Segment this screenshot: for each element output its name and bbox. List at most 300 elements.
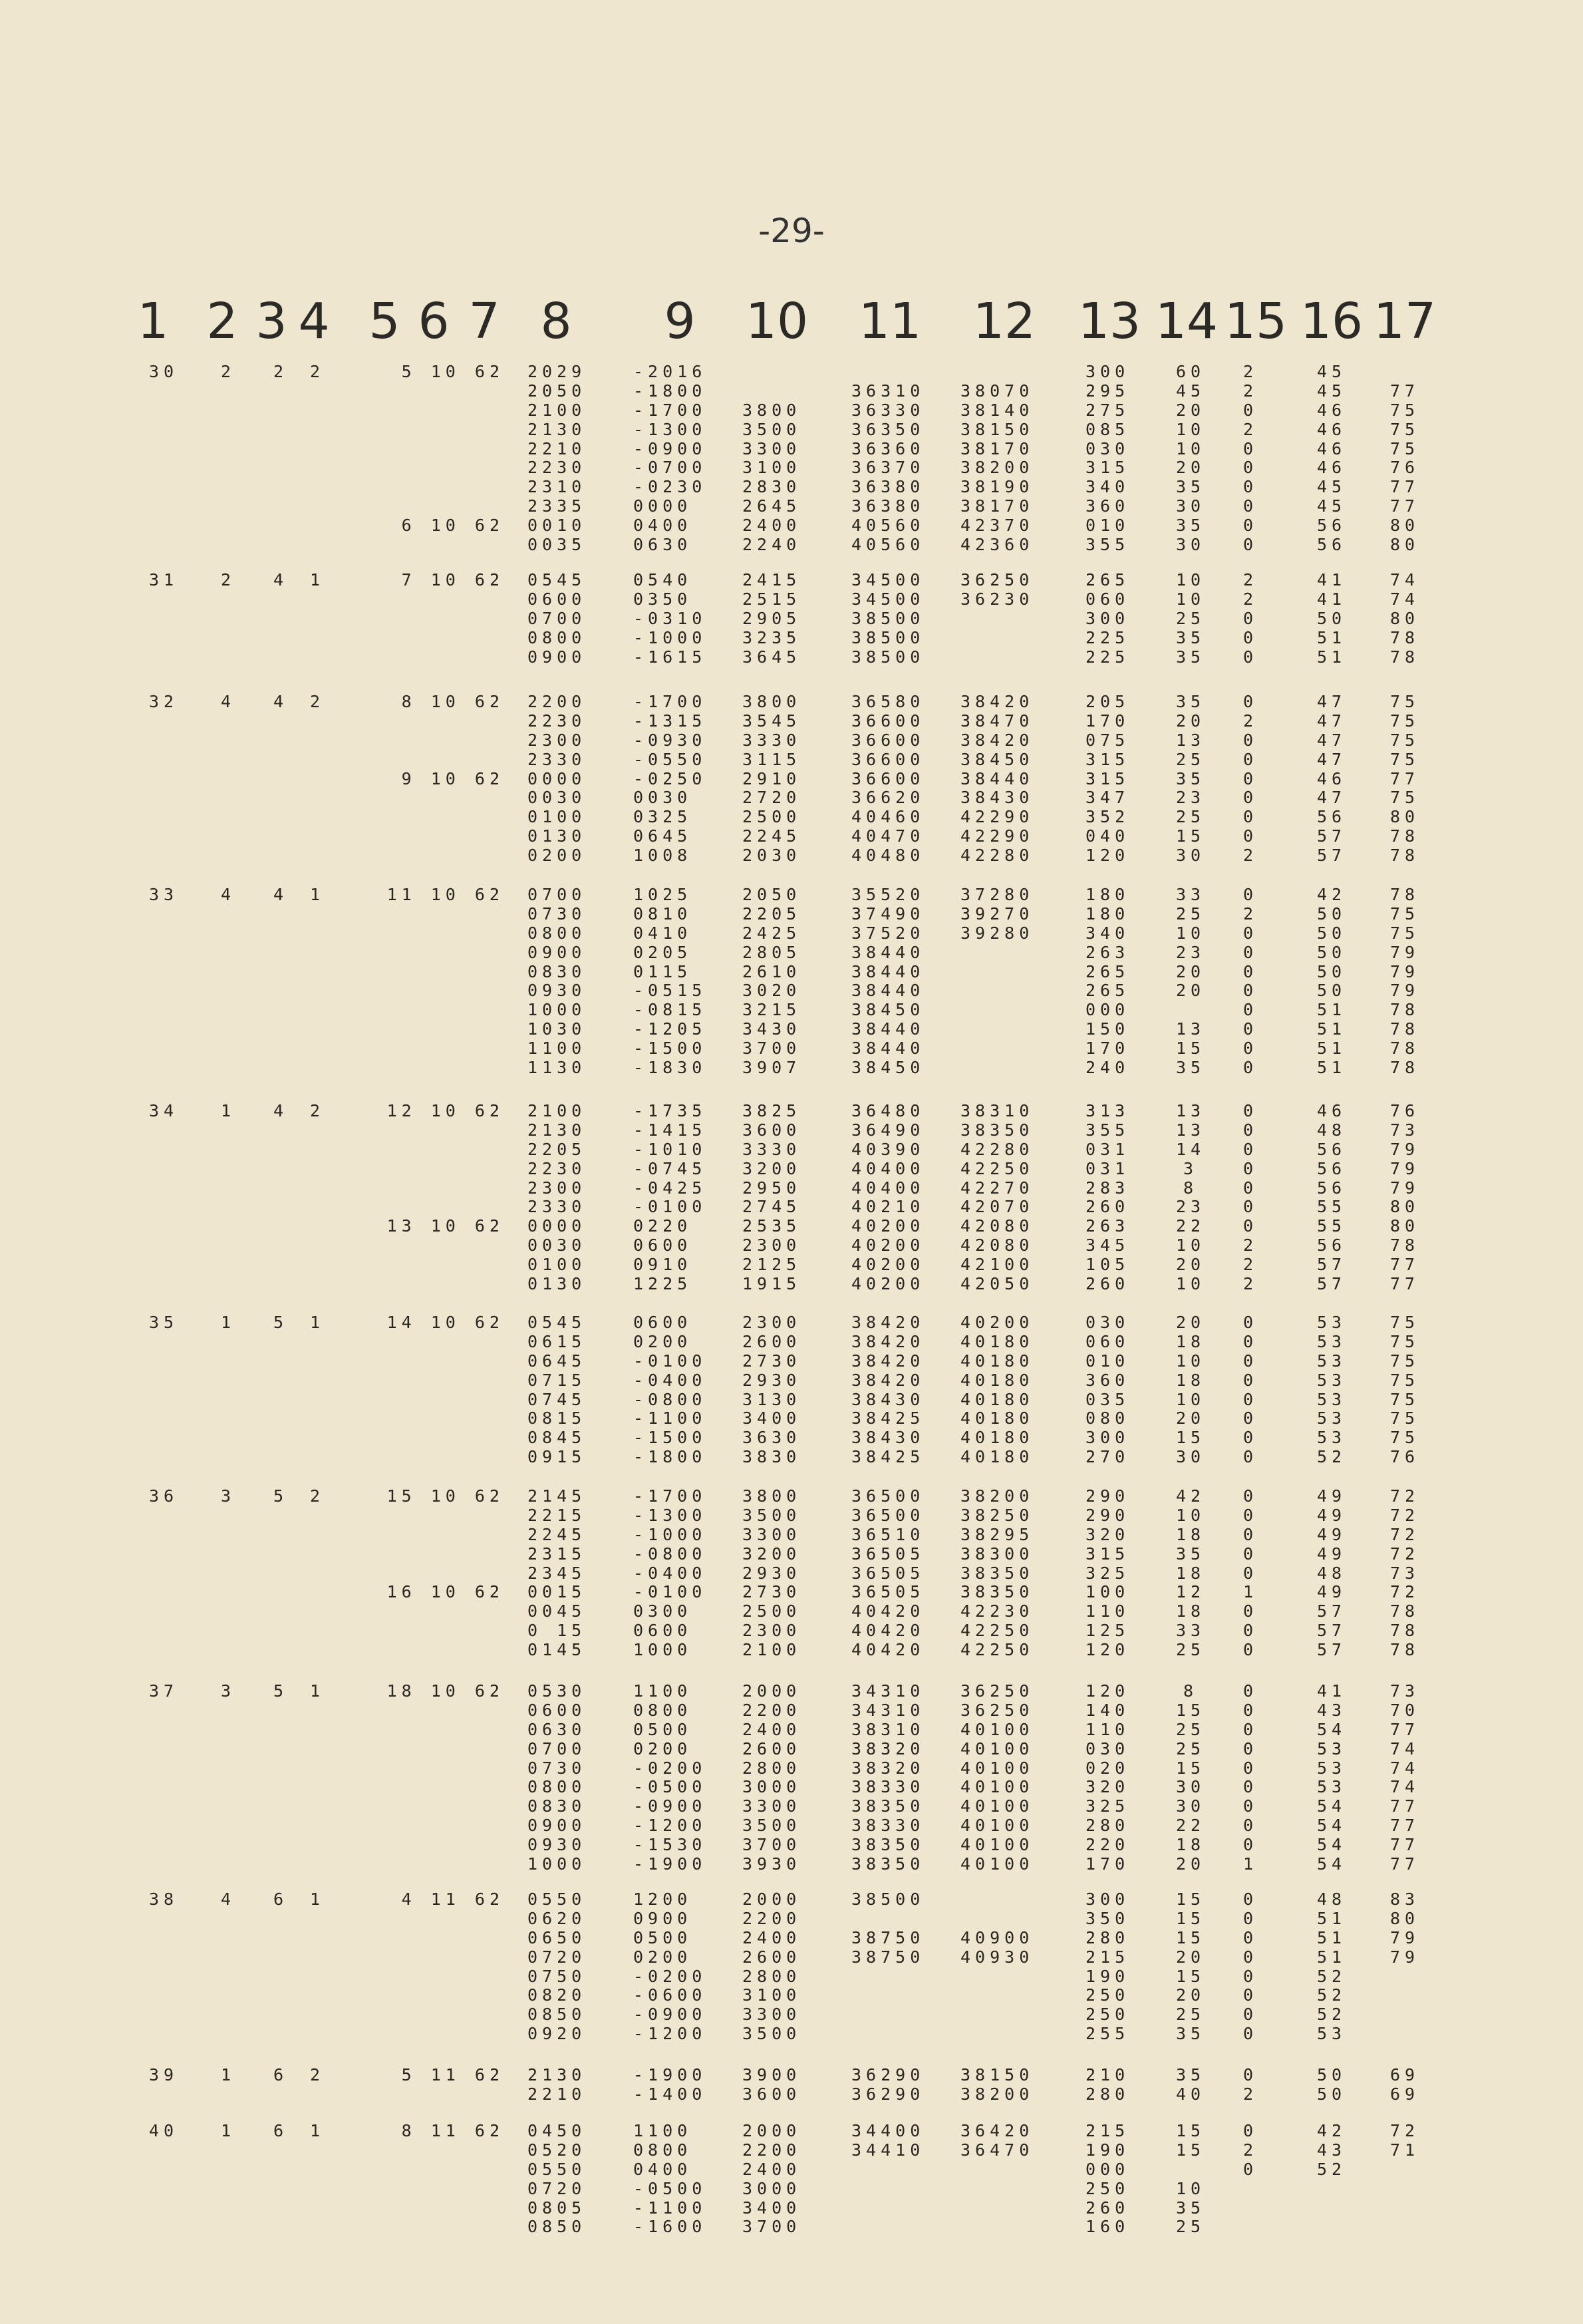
cell-c12: 42080 bbox=[960, 1236, 1034, 1255]
cell-c9: -0200 bbox=[633, 1758, 707, 1778]
cell-c16: 53 bbox=[1317, 1777, 1347, 1797]
cell-c13: 315 bbox=[1085, 1544, 1130, 1564]
cell-c14: 13 bbox=[1175, 1101, 1206, 1120]
cell-c9: -0700 bbox=[633, 458, 707, 478]
table-row bbox=[0, 401, 1583, 420]
cell-c12: 38430 bbox=[960, 788, 1034, 808]
table-row bbox=[0, 478, 1583, 497]
table-row bbox=[0, 1721, 1583, 1740]
cell-c10: 3400 bbox=[742, 2198, 801, 2218]
cell-c11: 38500 bbox=[851, 1890, 925, 1909]
table-row bbox=[0, 1371, 1583, 1391]
cell-c10: 2720 bbox=[742, 788, 801, 808]
cell-c17: 79 bbox=[1390, 942, 1420, 962]
cell-c12: 38295 bbox=[960, 1524, 1034, 1544]
cell-c12: 38450 bbox=[960, 749, 1034, 769]
cell-c16: 53 bbox=[1317, 1331, 1347, 1351]
cell-time: 2130 bbox=[527, 1120, 587, 1140]
cell-c9: 0350 bbox=[633, 589, 692, 609]
cell-c12: 40200 bbox=[960, 1313, 1034, 1332]
cell-c17: 80 bbox=[1390, 516, 1420, 536]
col-header: 8 bbox=[540, 293, 572, 350]
cell-c2: 3 bbox=[220, 1486, 236, 1506]
cell-c12: 38150 bbox=[960, 2065, 1034, 2084]
cell-c13: 120 bbox=[1085, 846, 1130, 866]
cell-c12: 40180 bbox=[960, 1331, 1034, 1351]
cell-c17: 79 bbox=[1390, 961, 1420, 981]
cell-c17: 74 bbox=[1390, 1777, 1420, 1797]
cell-c15: 0 bbox=[1242, 1563, 1258, 1583]
cell-c15: 0 bbox=[1242, 1835, 1258, 1855]
cell-id: 38 bbox=[148, 1890, 179, 1909]
cell-c13: 075 bbox=[1085, 730, 1130, 750]
cell-c15: 2 bbox=[1242, 904, 1258, 923]
cell-time: 0700 bbox=[527, 1739, 587, 1758]
cell-c11: 38310 bbox=[851, 1719, 925, 1739]
cell-c16: 54 bbox=[1317, 1719, 1347, 1739]
cell-c11: 38320 bbox=[851, 1758, 925, 1778]
cell-c10: 3100 bbox=[742, 458, 801, 478]
cell-c10: 3500 bbox=[742, 419, 801, 439]
cell-c15: 0 bbox=[1242, 400, 1258, 420]
cell-c10: 3500 bbox=[742, 1816, 801, 1836]
cell-c14: 33 bbox=[1175, 885, 1206, 904]
table-row bbox=[0, 1740, 1583, 1759]
cell-time: 2210 bbox=[527, 2084, 587, 2104]
cell-time: 0700 bbox=[527, 885, 587, 904]
cell-c13: 085 bbox=[1085, 419, 1130, 439]
cell-c10: 3500 bbox=[742, 1505, 801, 1525]
cell-c15: 0 bbox=[1242, 1101, 1258, 1120]
cell-time: 0650 bbox=[527, 1927, 587, 1947]
cell-c17: 77 bbox=[1390, 1255, 1420, 1275]
cell-c12: 42080 bbox=[960, 1216, 1034, 1236]
cell-c16: 56 bbox=[1317, 535, 1347, 555]
cell-c12: 42290 bbox=[960, 826, 1034, 846]
cell-c11: 36350 bbox=[851, 419, 925, 439]
cell-c12: 38440 bbox=[960, 768, 1034, 788]
cell-c14: 10 bbox=[1175, 1505, 1206, 1525]
cell-c11: 36500 bbox=[851, 1505, 925, 1525]
cell-time: 0730 bbox=[527, 1758, 587, 1778]
cell-c10: 3430 bbox=[742, 1019, 801, 1039]
cell-c9: -0900 bbox=[633, 438, 707, 458]
cell-c13: 140 bbox=[1085, 1700, 1130, 1720]
cell-c2: 2 bbox=[220, 570, 236, 589]
cell-c15: 0 bbox=[1242, 1331, 1258, 1351]
cell-c15: 2 bbox=[1242, 1274, 1258, 1294]
cell-c11: 38420 bbox=[851, 1370, 925, 1390]
cell-c9: -0550 bbox=[633, 749, 707, 769]
cell-c9: 0115 bbox=[633, 961, 692, 981]
cell-c12: 40100 bbox=[960, 1816, 1034, 1836]
cell-c13: 300 bbox=[1085, 362, 1130, 381]
cell-c16: 56 bbox=[1317, 1158, 1347, 1178]
table-row bbox=[0, 363, 1583, 382]
cell-time: 0805 bbox=[527, 2198, 587, 2218]
cell-c13: 360 bbox=[1085, 496, 1130, 516]
cell-c17: 75 bbox=[1390, 692, 1420, 711]
cell-c16: 52 bbox=[1317, 1966, 1347, 1986]
cell-c16: 47 bbox=[1317, 692, 1347, 711]
cell-c10: 2800 bbox=[742, 1966, 801, 1986]
cell-c16: 50 bbox=[1317, 608, 1347, 628]
table-row bbox=[0, 420, 1583, 440]
cell-date: 16 10 62 bbox=[386, 1582, 504, 1602]
table-row bbox=[0, 1102, 1583, 1121]
cell-c10: 2300 bbox=[742, 1621, 801, 1641]
cell-c15: 0 bbox=[1242, 1389, 1258, 1409]
cell-c10: 3907 bbox=[742, 1058, 801, 1078]
cell-c9: -0100 bbox=[633, 1351, 707, 1371]
cell-c11: 38440 bbox=[851, 942, 925, 962]
col-header: 2 bbox=[206, 293, 238, 350]
cell-c14: 25 bbox=[1175, 2217, 1206, 2237]
cell-c4: 2 bbox=[309, 692, 325, 711]
cell-id: 40 bbox=[148, 2121, 179, 2140]
cell-c14: 15 bbox=[1175, 826, 1206, 846]
cell-c14: 25 bbox=[1175, 904, 1206, 923]
cell-c13: 160 bbox=[1085, 2217, 1130, 2237]
cell-c13: 340 bbox=[1085, 477, 1130, 497]
table-row bbox=[0, 1391, 1583, 1410]
cell-c15: 2 bbox=[1242, 419, 1258, 439]
cell-c10: 3800 bbox=[742, 1486, 801, 1506]
cell-c16: 52 bbox=[1317, 1985, 1347, 2005]
cell-c15: 0 bbox=[1242, 1120, 1258, 1140]
cell-c9: 0800 bbox=[633, 1700, 692, 1720]
cell-c16: 45 bbox=[1317, 362, 1347, 381]
table-row bbox=[0, 1621, 1583, 1641]
cell-c16: 46 bbox=[1317, 400, 1347, 420]
cell-c12: 42290 bbox=[960, 807, 1034, 827]
cell-c13: 030 bbox=[1085, 1313, 1130, 1332]
col-header: 13 bbox=[1078, 293, 1141, 350]
cell-c4: 1 bbox=[309, 885, 325, 904]
cell-c17: 77 bbox=[1390, 1796, 1420, 1816]
cell-c12: 36470 bbox=[960, 2140, 1034, 2160]
cell-c14: 10 bbox=[1175, 1351, 1206, 1371]
cell-c16: 53 bbox=[1317, 1313, 1347, 1332]
cell-time: 2335 bbox=[527, 496, 587, 516]
cell-c3: 6 bbox=[273, 1890, 289, 1909]
cell-c16: 50 bbox=[1317, 961, 1347, 981]
cell-c16: 56 bbox=[1317, 516, 1347, 536]
cell-time: 0030 bbox=[527, 1236, 587, 1255]
cell-c17: 78 bbox=[1390, 1039, 1420, 1059]
cell-c17: 76 bbox=[1390, 1447, 1420, 1467]
cell-c10: 3645 bbox=[742, 647, 801, 667]
cell-c9: 0205 bbox=[633, 942, 692, 962]
cell-c12: 38470 bbox=[960, 711, 1034, 731]
cell-c9: -1205 bbox=[633, 1019, 707, 1039]
cell-time: 0720 bbox=[527, 1947, 587, 1967]
cell-c15: 0 bbox=[1242, 458, 1258, 478]
cell-c10: 2905 bbox=[742, 608, 801, 628]
cell-c12: 40100 bbox=[960, 1719, 1034, 1739]
cell-c16: 57 bbox=[1317, 1621, 1347, 1641]
cell-c11: 38320 bbox=[851, 1739, 925, 1758]
cell-c9: 0400 bbox=[633, 516, 692, 536]
cell-c13: 290 bbox=[1085, 1505, 1130, 1525]
cell-c11: 40400 bbox=[851, 1178, 925, 1198]
cell-c13: 190 bbox=[1085, 2140, 1130, 2160]
cell-c16: 54 bbox=[1317, 1816, 1347, 1836]
cell-time: 1000 bbox=[527, 1000, 587, 1020]
cell-c14: 22 bbox=[1175, 1216, 1206, 1236]
cell-c15: 0 bbox=[1242, 1890, 1258, 1909]
cell-c13: 240 bbox=[1085, 1058, 1130, 1078]
cell-time: 0920 bbox=[527, 2024, 587, 2044]
cell-c15: 0 bbox=[1242, 923, 1258, 943]
cell-c14: 30 bbox=[1175, 1447, 1206, 1467]
cell-c14: 22 bbox=[1175, 1816, 1206, 1836]
cell-c17: 80 bbox=[1390, 1216, 1420, 1236]
cell-c15: 0 bbox=[1242, 1796, 1258, 1816]
cell-c2: 4 bbox=[220, 1890, 236, 1909]
cell-time: 2300 bbox=[527, 1178, 587, 1198]
cell-c9: -0600 bbox=[633, 1985, 707, 2005]
cell-c13: 100 bbox=[1085, 1582, 1130, 1602]
col-header: 7 bbox=[468, 293, 500, 350]
cell-time: 0800 bbox=[527, 923, 587, 943]
cell-c9: -0250 bbox=[633, 768, 707, 788]
cell-time: 2315 bbox=[527, 1544, 587, 1564]
cell-c14: 35 bbox=[1175, 516, 1206, 536]
cell-c10: 1915 bbox=[742, 1274, 801, 1294]
cell-id: 30 bbox=[148, 362, 179, 381]
cell-c15: 2 bbox=[1242, 711, 1258, 731]
cell-c3: 2 bbox=[273, 362, 289, 381]
cell-c11: 36290 bbox=[851, 2084, 925, 2104]
cell-c9: -1900 bbox=[633, 2065, 707, 2084]
cell-c16: 51 bbox=[1317, 627, 1347, 647]
table-row bbox=[0, 1020, 1583, 1039]
cell-c10: 2600 bbox=[742, 1739, 801, 1758]
cell-c12: 40930 bbox=[960, 1947, 1034, 1967]
cell-c14: 15 bbox=[1175, 1428, 1206, 1448]
cell-c11: 38500 bbox=[851, 647, 925, 667]
cell-c9: -1700 bbox=[633, 1486, 707, 1506]
cell-c15: 0 bbox=[1242, 807, 1258, 827]
cell-c14: 25 bbox=[1175, 2005, 1206, 2025]
cell-c15: 0 bbox=[1242, 942, 1258, 962]
cell-c15: 0 bbox=[1242, 1927, 1258, 1947]
table-row bbox=[0, 750, 1583, 770]
cell-time: 2330 bbox=[527, 749, 587, 769]
cell-c11: 38440 bbox=[851, 1019, 925, 1039]
cell-c9: -0800 bbox=[633, 1389, 707, 1409]
cell-c10: 2730 bbox=[742, 1351, 801, 1371]
cell-c14: 3 bbox=[1183, 1158, 1199, 1178]
table-row bbox=[0, 1487, 1583, 1506]
cell-c17: 77 bbox=[1390, 768, 1420, 788]
cell-c12: 42360 bbox=[960, 535, 1034, 555]
cell-c16: 51 bbox=[1317, 647, 1347, 667]
cell-c9: 0630 bbox=[633, 535, 692, 555]
cell-c14: 20 bbox=[1175, 1255, 1206, 1275]
cell-c17: 80 bbox=[1390, 535, 1420, 555]
cell-time: 0010 bbox=[527, 516, 587, 536]
cell-c17: 72 bbox=[1390, 1524, 1420, 1544]
cell-c10: 2830 bbox=[742, 477, 801, 497]
cell-c17: 75 bbox=[1390, 711, 1420, 731]
cell-c17: 83 bbox=[1390, 1890, 1420, 1909]
table-row bbox=[0, 648, 1583, 667]
table-row bbox=[0, 1179, 1583, 1198]
table-row bbox=[0, 458, 1583, 478]
cell-c15: 2 bbox=[1242, 1236, 1258, 1255]
cell-c9: -1300 bbox=[633, 419, 707, 439]
cell-c11: 34400 bbox=[851, 2121, 925, 2140]
table-row bbox=[0, 1929, 1583, 1948]
cell-c9: -1600 bbox=[633, 2217, 707, 2237]
cell-c14: 25 bbox=[1175, 608, 1206, 628]
cell-c10: 3300 bbox=[742, 2005, 801, 2025]
cell-c14: 15 bbox=[1175, 1890, 1206, 1909]
cell-c12: 36250 bbox=[960, 1700, 1034, 1720]
cell-time: 0550 bbox=[527, 2159, 587, 2179]
record-37 bbox=[0, 1682, 1583, 1874]
cell-c17: 78 bbox=[1390, 885, 1420, 904]
cell-c12: 42280 bbox=[960, 1139, 1034, 1159]
cell-c9: -1830 bbox=[633, 1058, 707, 1078]
cell-c14: 13 bbox=[1175, 730, 1206, 750]
cell-c10: 2400 bbox=[742, 1719, 801, 1739]
cell-c15: 0 bbox=[1242, 1019, 1258, 1039]
cell-c17: 75 bbox=[1390, 1313, 1420, 1332]
table-row bbox=[0, 905, 1583, 924]
cell-c10: 3020 bbox=[742, 981, 801, 1001]
cell-c17: 72 bbox=[1390, 1505, 1420, 1525]
cell-time: 0800 bbox=[527, 1777, 587, 1797]
cell-time: 0745 bbox=[527, 1389, 587, 1409]
table-row bbox=[0, 1039, 1583, 1059]
cell-c11: 36505 bbox=[851, 1563, 925, 1583]
cell-c13: 295 bbox=[1085, 381, 1130, 401]
cell-c9: 0600 bbox=[633, 1313, 692, 1332]
cell-c16: 55 bbox=[1317, 1216, 1347, 1236]
cell-c9: 0200 bbox=[633, 1331, 692, 1351]
cell-time: 0720 bbox=[527, 2178, 587, 2198]
col-header: 6 bbox=[418, 293, 450, 350]
cell-c17: 70 bbox=[1390, 1700, 1420, 1720]
cell-c15: 0 bbox=[1242, 1621, 1258, 1641]
cell-c10: 3400 bbox=[742, 1409, 801, 1428]
cell-c17: 78 bbox=[1390, 1621, 1420, 1641]
cell-c17: 75 bbox=[1390, 1331, 1420, 1351]
cell-c10: 3825 bbox=[742, 1101, 801, 1120]
cell-c13: 105 bbox=[1085, 1255, 1130, 1275]
cell-c13: 060 bbox=[1085, 1331, 1130, 1351]
cell-c14: 10 bbox=[1175, 589, 1206, 609]
cell-c12: 42250 bbox=[960, 1621, 1034, 1641]
cell-c15: 0 bbox=[1242, 496, 1258, 516]
cell-time: 0620 bbox=[527, 1908, 587, 1928]
cell-c17: 77 bbox=[1390, 1835, 1420, 1855]
cell-time: 1130 bbox=[527, 1058, 587, 1078]
cell-c9: 0220 bbox=[633, 1216, 692, 1236]
cell-c12: 38140 bbox=[960, 400, 1034, 420]
cell-c13: 010 bbox=[1085, 1351, 1130, 1371]
cell-c9: -0230 bbox=[633, 477, 707, 497]
cell-c11: 34310 bbox=[851, 1681, 925, 1701]
cell-c14: 35 bbox=[1175, 768, 1206, 788]
cell-time: 0100 bbox=[527, 1255, 587, 1275]
cell-c12: 38420 bbox=[960, 730, 1034, 750]
cell-c17: 75 bbox=[1390, 1389, 1420, 1409]
cell-c14: 20 bbox=[1175, 1947, 1206, 1967]
cell-c10: 2500 bbox=[742, 807, 801, 827]
col-header: 12 bbox=[972, 293, 1036, 350]
cell-c9: 0200 bbox=[633, 1739, 692, 1758]
cell-c14: 20 bbox=[1175, 1313, 1206, 1332]
cell-c12: 42280 bbox=[960, 846, 1034, 866]
cell-c12: 40180 bbox=[960, 1428, 1034, 1448]
cell-c4: 2 bbox=[309, 1101, 325, 1120]
cell-time: 2100 bbox=[527, 400, 587, 420]
cell-c13: 345 bbox=[1085, 1236, 1130, 1255]
cell-c15: 0 bbox=[1242, 1758, 1258, 1778]
cell-c10: 2730 bbox=[742, 1582, 801, 1602]
col-header: 10 bbox=[745, 293, 809, 350]
cell-c10: 3330 bbox=[742, 730, 801, 750]
cell-c9: 1000 bbox=[633, 1640, 692, 1660]
cell-c9: 0200 bbox=[633, 1947, 692, 1967]
cell-c13: 190 bbox=[1085, 1966, 1130, 1986]
cell-c16: 57 bbox=[1317, 1640, 1347, 1660]
cell-c14: 25 bbox=[1175, 1739, 1206, 1758]
cell-c17: 74 bbox=[1390, 1739, 1420, 1758]
cell-c14: 10 bbox=[1175, 570, 1206, 589]
cell-c17: 71 bbox=[1390, 2140, 1420, 2160]
cell-c12: 40100 bbox=[960, 1796, 1034, 1816]
cell-c15: 0 bbox=[1242, 1486, 1258, 1506]
cell-c13: 290 bbox=[1085, 1486, 1130, 1506]
record-32 bbox=[0, 693, 1583, 866]
cell-c14: 15 bbox=[1175, 1039, 1206, 1059]
cell-time: 0750 bbox=[527, 1966, 587, 1986]
table-row bbox=[0, 1583, 1583, 1602]
cell-c9: -1000 bbox=[633, 627, 707, 647]
cell-c10: 2800 bbox=[742, 1758, 801, 1778]
cell-c15: 0 bbox=[1242, 627, 1258, 647]
table-row bbox=[0, 1409, 1583, 1428]
cell-c17: 79 bbox=[1390, 1178, 1420, 1198]
cell-c13: 125 bbox=[1085, 1621, 1130, 1641]
cell-c9: -1010 bbox=[633, 1139, 707, 1159]
cell-c9: 1225 bbox=[633, 1274, 692, 1294]
cell-c11: 35520 bbox=[851, 885, 925, 904]
cell-c11: 40420 bbox=[851, 1601, 925, 1621]
cell-c13: 215 bbox=[1085, 2121, 1130, 2140]
cell-c2: 1 bbox=[220, 1101, 236, 1120]
cell-c17: 75 bbox=[1390, 730, 1420, 750]
cell-c12: 38350 bbox=[960, 1120, 1034, 1140]
cell-c13: 340 bbox=[1085, 923, 1130, 943]
cell-id: 39 bbox=[148, 2065, 179, 2084]
table-row bbox=[0, 1160, 1583, 1179]
cell-c17: 74 bbox=[1390, 1758, 1420, 1778]
cell-c16: 47 bbox=[1317, 788, 1347, 808]
cell-c13: 320 bbox=[1085, 1524, 1130, 1544]
cell-time: 0600 bbox=[527, 589, 587, 609]
cell-c3: 5 bbox=[273, 1486, 289, 1506]
cell-c11: 36360 bbox=[851, 438, 925, 458]
cell-c17: 75 bbox=[1390, 419, 1420, 439]
cell-id: 32 bbox=[148, 692, 179, 711]
cell-c13: 300 bbox=[1085, 1890, 1130, 1909]
